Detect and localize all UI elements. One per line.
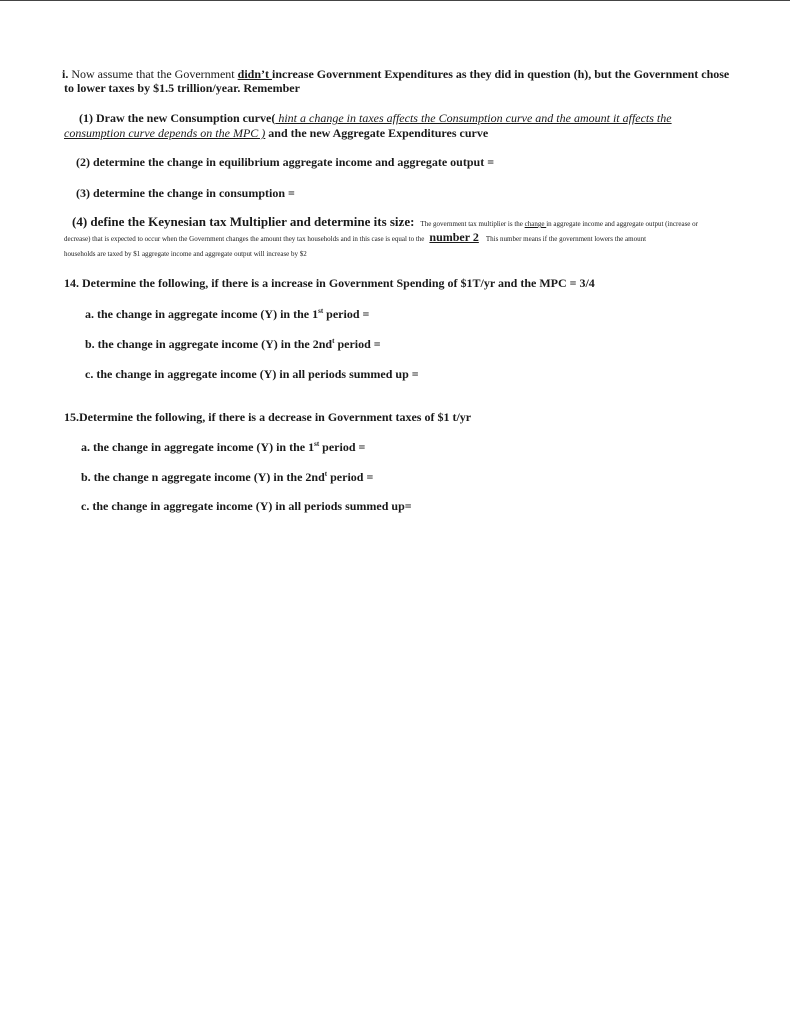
question-14-title: 14. Determine the following, if there is a increase in Government Spending of $1T/yr and the MPC = 3/4	[64, 276, 595, 290]
page-top-border	[0, 0, 790, 1]
question-15-a-sup: st	[314, 440, 320, 448]
question-15-b	[81, 470, 373, 484]
sub-question-4-line-3	[64, 245, 307, 259]
tax-multiplier-answer-line-4: households are taxed by $1 aggregate income and aggregate output will increase by $2	[64, 250, 307, 258]
sub-question-1-hint-b: consumption curve depends on the MPC )	[64, 126, 266, 140]
question-14-b-text: b. the change in aggregate income (Y) in the 2nd	[85, 337, 333, 351]
sub-question-1-lead: (1) Draw the new Consumption curve(	[79, 111, 276, 125]
part-i-label: i.	[62, 67, 69, 81]
tax-multiplier-answer-line-2: decrease) that is expected to occur when the Government changes the amount they tax households and in this case is equal to the	[64, 235, 425, 243]
tax-multiplier-answer-b: in aggregate income and aggregate output (increase or	[546, 220, 698, 228]
question-14-b	[85, 337, 381, 351]
question-14-a-sup: st	[318, 307, 324, 315]
part-i-line-2: to lower taxes by $1.5 trillion/year. Remember	[64, 81, 300, 95]
tax-multiplier-answer-line-3: This number means if the government lowers the amount	[485, 235, 647, 243]
question-14-a-text: a. the change in aggregate income (Y) in the 1	[85, 307, 319, 321]
question-15-title: 15.Determine the following, if there is a decrease in Government taxes of $1 t/yr	[64, 410, 472, 424]
sub-question-4-line-2	[64, 230, 646, 244]
question-14-a	[85, 307, 369, 321]
part-i-emphasis: didn’t	[237, 67, 272, 81]
part-i-line-1	[62, 67, 729, 81]
sub-question-3: (3) determine the change in consumption =	[76, 186, 295, 200]
question-15-b-text: b. the change n aggregate income (Y) in the 2nd	[81, 470, 325, 484]
part-i-text-b: increase Government Expenditures as they did in question (h), but the Government chose	[272, 67, 730, 81]
question-14-b-sup: t	[332, 337, 335, 345]
question-14-a-tail: period =	[323, 307, 370, 321]
sub-question-4-lead: (4) define the Keynesian tax Multiplier and determine its size:	[72, 214, 415, 229]
sub-question-4-line-1	[72, 215, 698, 229]
question-15-b-sup: t	[324, 470, 328, 478]
sub-question-1-hint-a: hint a change in taxes affects the Consumption curve and the amount it affects the	[275, 111, 672, 125]
sub-question-1-line-1	[79, 111, 672, 125]
tax-multiplier-answer-a: The government tax multiplier is the	[420, 220, 525, 228]
sub-question-2: (2) determine the change in equilibrium aggregate income and aggregate output =	[76, 155, 495, 169]
sub-question-1-line-2	[64, 126, 488, 140]
question-15-b-tail: period =	[327, 470, 374, 484]
tax-multiplier-answer-change: change	[524, 220, 547, 228]
question-15-c: c. the change in aggregate income (Y) in all periods summed up=	[81, 499, 412, 513]
sub-question-1-tail: and the new Aggregate Expenditures curve	[265, 126, 489, 140]
question-15-a-tail: period =	[319, 440, 366, 454]
question-15-a-text: a. the change in aggregate income (Y) in the 1	[81, 440, 315, 454]
part-i-text-a: Now assume that the Government	[68, 67, 238, 81]
question-14-b-tail: period =	[334, 337, 381, 351]
question-14-c: c. the change in aggregate income (Y) in all periods summed up =	[85, 367, 419, 381]
tax-multiplier-value: number 2	[429, 230, 479, 244]
question-15-a	[81, 440, 365, 454]
